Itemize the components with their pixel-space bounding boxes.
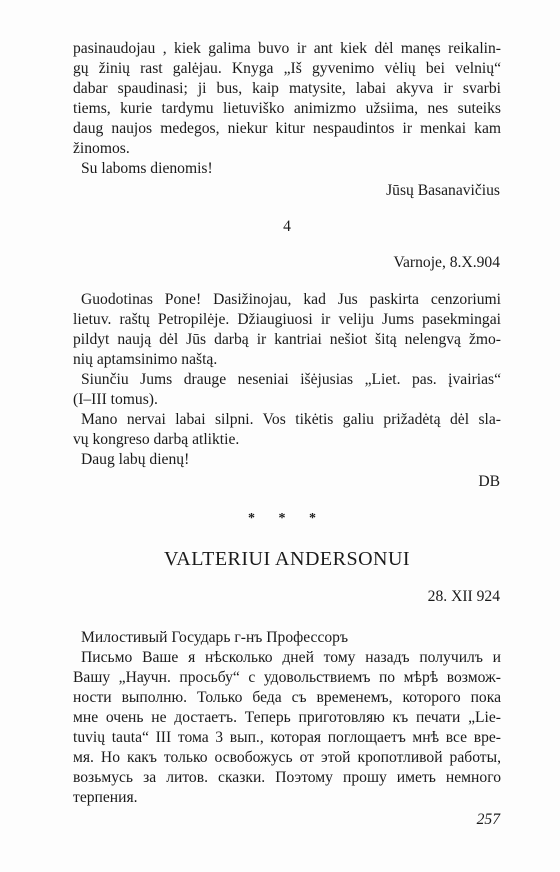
russian-line: Вашу „Научн. просьбу“ с удовольствиемъ по мѣрѣ возмож- [73, 669, 501, 686]
russian-line: Письмо Ваше я нѣсколько дней тому назадъ получилъ и [81, 649, 501, 666]
letter4-line: Daug labų dienų! [81, 451, 190, 468]
letter4-line: (I–III tomus). [73, 391, 158, 408]
letter4-line: lietuv. raštų Petropilėje. Džiaugiuosi ir veliju Jums pasekmingai [73, 311, 501, 328]
russian-line: ности выполню. Только беда съ временемъ, которого пока [73, 689, 501, 706]
letter3-signature: Jūsų Basanavičius [386, 182, 500, 199]
letter-number: 4 [283, 218, 291, 235]
letter4-line: nių aptamsinimo naštą. [73, 351, 218, 368]
letter4-line: Mano nervai labai silpni. Vos tikėtis galiu prižadėtą dėl sla- [81, 411, 501, 428]
russian-line: мя. Но какъ только освобожусь от этой кропотливой работы, [73, 749, 501, 766]
section-date: 28. XII 924 [427, 588, 500, 605]
letter3-line: tiems, kurie tardymu lietuviško animizmo užsiima, nes suteiks [73, 100, 501, 117]
letter4-line: vų kongreso darbą atliktie. [73, 431, 240, 448]
letter3-line: dabar spaudinasi; ji bus, kaip matysite, labai akyva ir svarbi [73, 80, 501, 97]
letter3-line: pasinaudojau , kiek galima buvo ir ant kiek dėl manęs reikalin- [73, 40, 501, 57]
letter4-date-place: Varnoje, 8.X.904 [393, 254, 500, 271]
letter3-line: žinomos. [73, 140, 130, 157]
russian-line: Милостивый Государь г-нъ Профессоръ [81, 629, 349, 646]
letter4-line: pildyt naują dėl Jūs darbą ir kantriai nešiot šitą nelengvą žmo- [73, 331, 501, 348]
letter4-signature: DB [478, 473, 500, 490]
russian-line: терпения. [73, 789, 138, 806]
letter4-line: Guodotinas Pone! Dasižinojau, kad Jus paskirta cenzoriumi [81, 291, 501, 308]
russian-line: мне очень не достаетъ. Теперь приготовляю къ печати „Lie- [73, 709, 501, 726]
page-number: 257 [476, 811, 500, 828]
russian-line: возьмусь за литов. сказки. Поэтому прошу иметь немного [73, 769, 501, 786]
letter3-closing: Su laboms dienomis! [81, 160, 213, 177]
letter3-line: daug naujos medegos, niekur kitur nespaudintos ir menkai kam [73, 120, 501, 137]
russian-line: tuvių tauta“ III тома 3 вып., которая поглощаетъ мнѣ все вре- [73, 729, 501, 746]
section-separator: * * * [248, 511, 326, 526]
letter3-line: gų žinių rast galėjau. Knyga „Iš gyvenimo vėlių bei velnių“ [73, 60, 501, 77]
letter4-line: Siunčiu Jums drauge neseniai išėjusias „Liet. pas. įvairias“ [81, 371, 501, 388]
section-heading: VALTERIUI ANDERSONUI [163, 548, 411, 570]
